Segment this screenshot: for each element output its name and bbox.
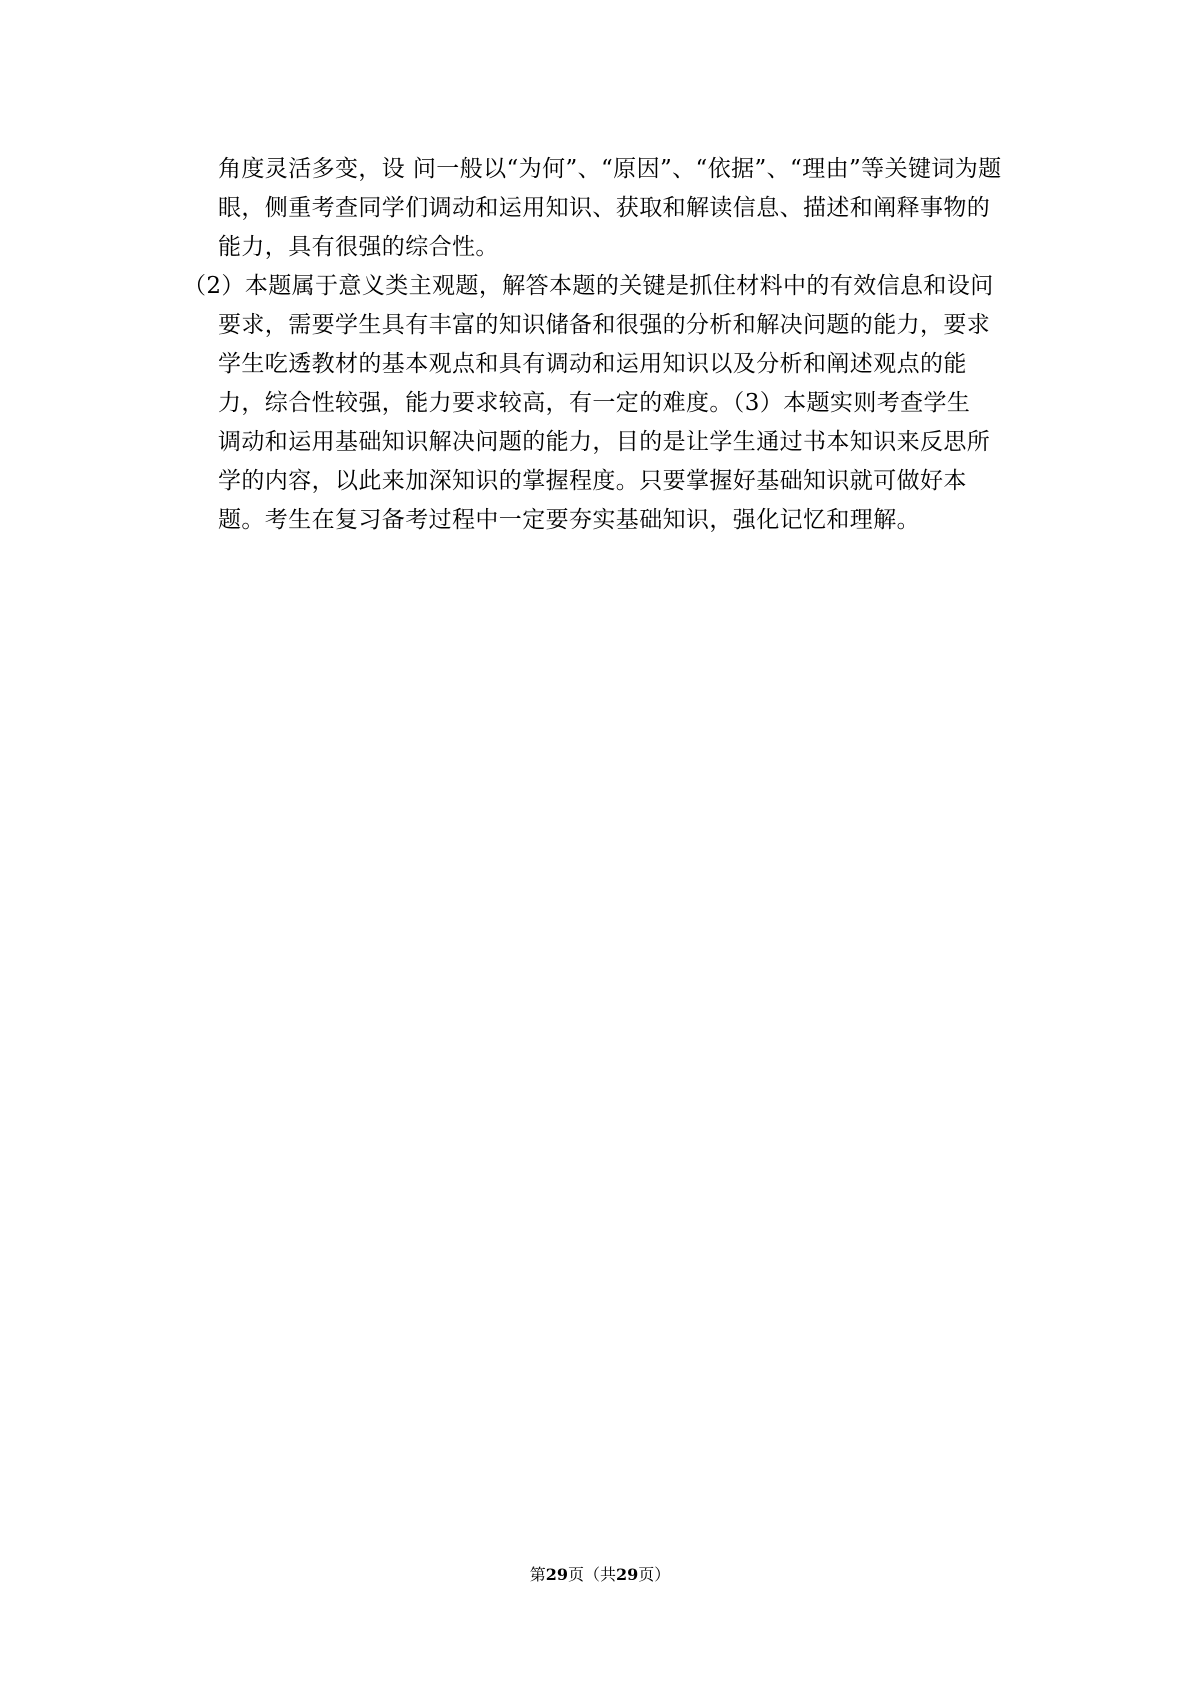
text-line: 调动和运用基础知识解决问题的能力，目的是让学生通过书本知识来反思所 xyxy=(218,429,991,455)
page-footer xyxy=(0,1565,1200,1585)
answer-explanation-text xyxy=(183,150,1023,540)
text-line: 力，综合性较强，能力要求较高，有一定的难度。（3）本题实则考查学生 xyxy=(218,390,971,416)
total-page-number: 29 xyxy=(616,1565,639,1584)
text-line: 要求，需要学生具有丰富的知识储备和很强的分析和解决问题的能力，要求 xyxy=(218,312,991,338)
current-page-number: 29 xyxy=(545,1565,568,1584)
text-line: 学生吃透教材的基本观点和具有调动和运用知识以及分析和阐述观点的能 xyxy=(218,351,967,377)
footer-prefix: 第 xyxy=(529,1565,546,1584)
text-line: （2）本题属于意义类主观题，解答本题的关键是抓住材料中的有效信息和设问 xyxy=(183,273,994,299)
footer-middle: 页（共 xyxy=(567,1565,616,1584)
text-line: 能力，具有很强的综合性。 xyxy=(218,234,499,260)
text-line: 题。考生在复习备考过程中一定要夯实基础知识，强化记忆和理解。 xyxy=(218,507,920,533)
text-line: 学的内容，以此来加深知识的掌握程度。只要掌握好基础知识就可做好本 xyxy=(218,468,967,494)
text-line: 角度灵活多变，设 问一般以“为何”、“原因”、“依据”、“理由”等关键词为题 xyxy=(218,156,1002,182)
footer-suffix: 页） xyxy=(638,1565,671,1584)
text-line: 眼，侧重考查同学们调动和运用知识、获取和解读信息、描述和阐释事物的 xyxy=(218,195,991,221)
